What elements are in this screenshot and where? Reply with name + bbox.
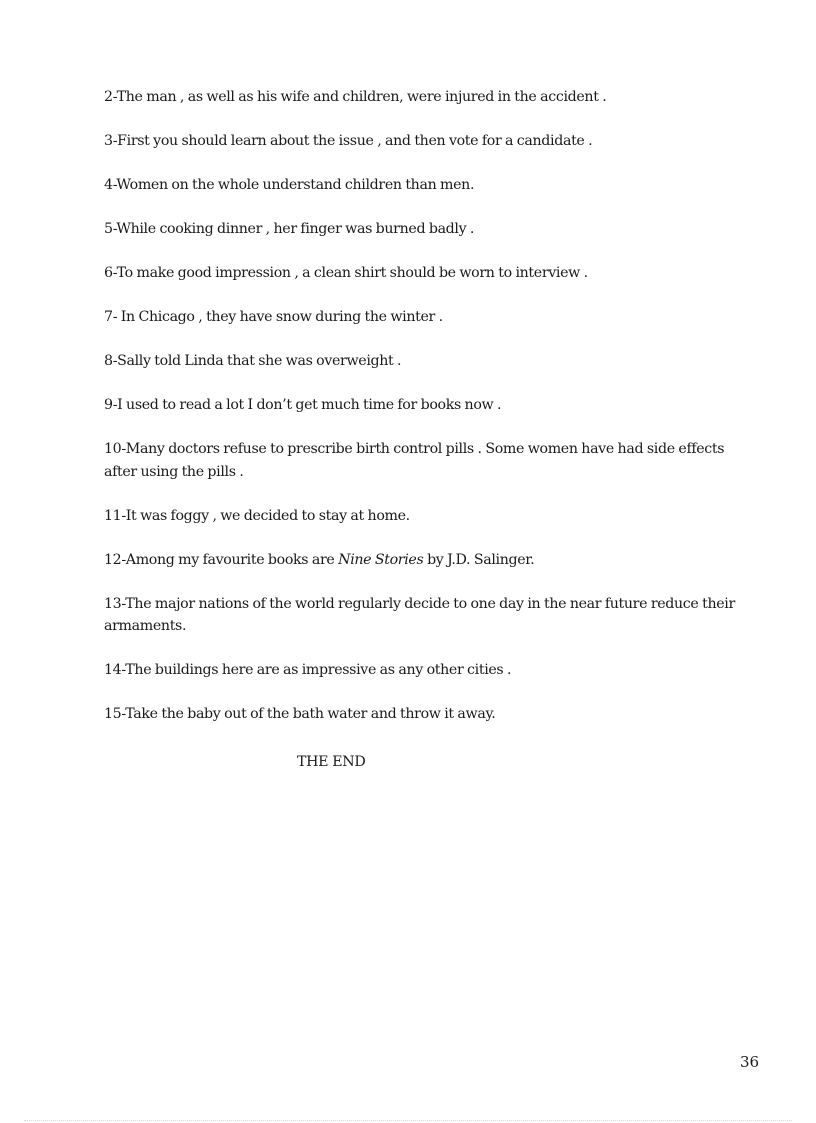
- sentence-number: 2: [104, 89, 113, 105]
- sentence-item: [104, 394, 754, 417]
- sentence-text: -While cooking dinner , her finger was burned badly .: [112, 221, 475, 237]
- sentence-number: 14: [104, 662, 122, 678]
- footer-divider: [24, 1120, 792, 1121]
- sentence-text: -Take the baby out of the bath water and throw it away.: [121, 706, 496, 722]
- end-label: THE END: [297, 754, 366, 770]
- sentence-number: 3: [104, 133, 113, 149]
- sentence-item: [104, 350, 754, 373]
- sentence-number: 13: [104, 595, 122, 612]
- sentence-text: -I used to read a lot I don’t get much time for books now .: [112, 397, 502, 413]
- sentence-item: [104, 86, 754, 109]
- sentence-text: -Sally told Linda that she was overweight .: [112, 353, 402, 369]
- sentence-number: 6: [104, 265, 113, 281]
- sentence-list: [104, 86, 754, 747]
- sentence-item: [104, 306, 754, 329]
- sentence-item: [104, 505, 754, 528]
- sentence-text: -The major nations of the world regularly decide to one day in the near future reduce their armaments.: [104, 595, 735, 634]
- book-title: Nine Stories: [338, 551, 424, 568]
- sentence-number: 10: [104, 441, 122, 457]
- sentence-number: 15: [104, 706, 122, 722]
- sentence-item: [104, 438, 754, 483]
- sentence-text: -The buildings here are as impressive as any other cities .: [121, 662, 512, 678]
- sentence-number: 9: [104, 397, 113, 413]
- sentence-number: 12: [104, 551, 122, 568]
- sentence-text: -Many doctors refuse to prescribe birth control pills . Some women have had side effects after using the pills .: [104, 441, 725, 480]
- sentence-number: 7: [104, 309, 113, 325]
- sentence-item: [104, 130, 754, 153]
- sentence-text: -It was foggy , we decided to stay at home.: [121, 507, 410, 524]
- sentence-text: -Among my favourite books are: [121, 551, 339, 568]
- sentence-number: 4: [104, 177, 113, 193]
- sentence-item: [104, 262, 754, 285]
- sentence-number: 11: [104, 507, 122, 524]
- sentence-text: by J.D. Salinger.: [423, 551, 535, 568]
- sentence-item: [104, 703, 754, 726]
- sentence-text: - In Chicago , they have snow during the winter .: [112, 309, 443, 325]
- sentence-item: [104, 549, 754, 572]
- sentence-item: [104, 659, 754, 682]
- sentence-text: -To make good impression , a clean shirt should be worn to interview .: [112, 265, 588, 281]
- sentence-number: 8: [104, 353, 113, 369]
- sentence-text: -Women on the whole understand children than men.: [112, 177, 475, 193]
- sentence-item: [104, 218, 754, 241]
- sentence-item: [104, 174, 754, 197]
- sentence-number: 5: [104, 221, 113, 237]
- sentence-text: -The man , as well as his wife and children, were injured in the accident .: [112, 89, 607, 105]
- page-number: 36: [740, 1053, 760, 1071]
- sentence-text: -First you should learn about the issue , and then vote for a candidate .: [112, 133, 593, 149]
- sentence-item: [104, 593, 754, 638]
